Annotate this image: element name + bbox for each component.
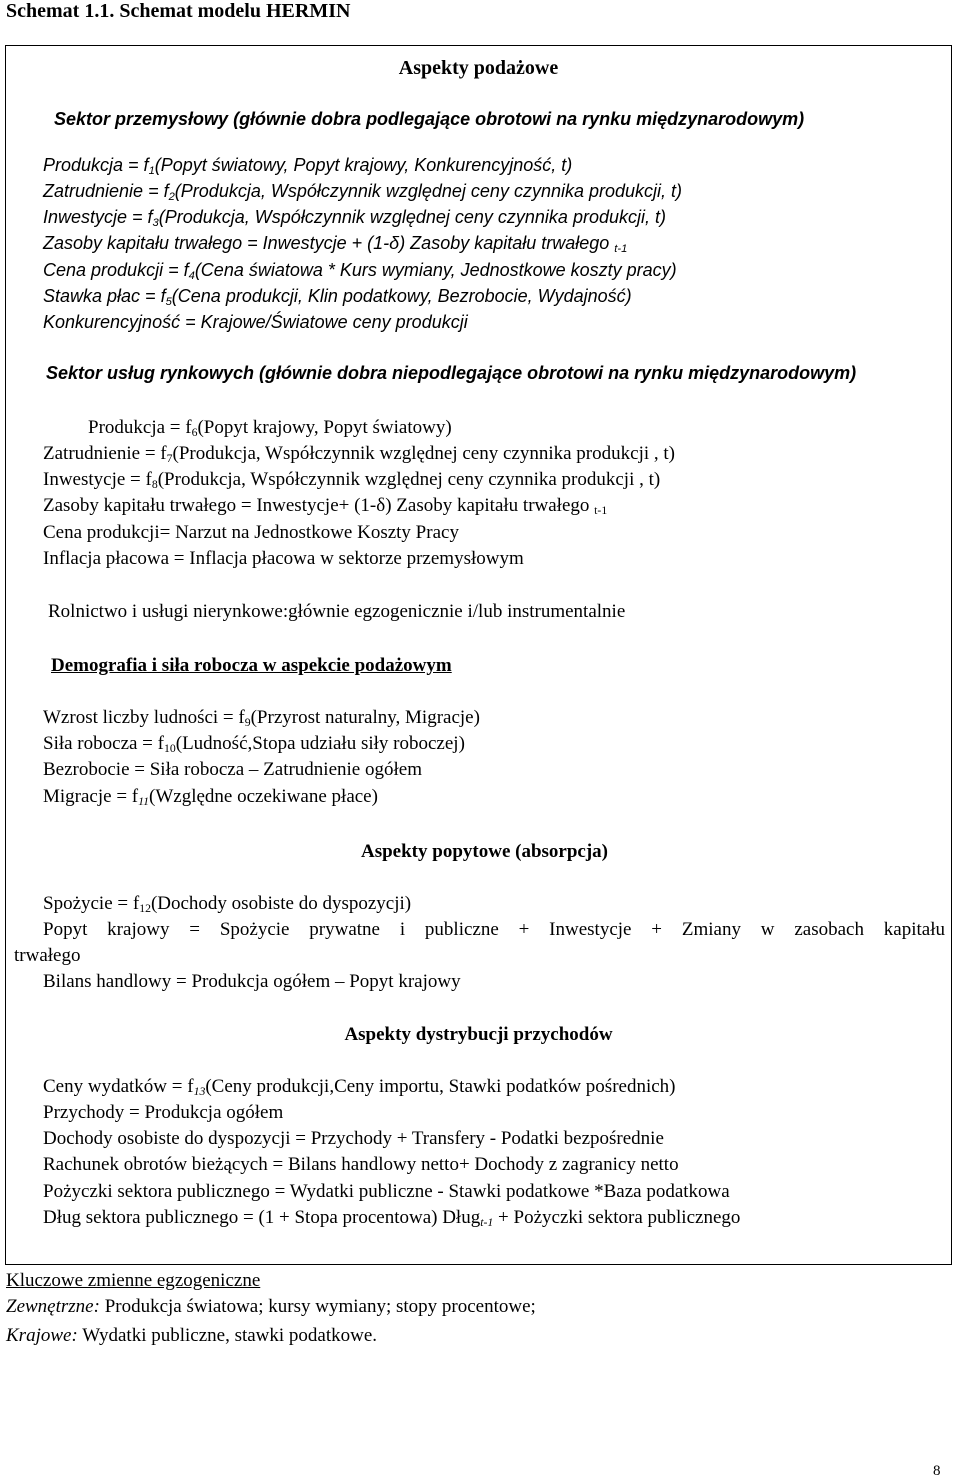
distribution-eq-public-borrowing: Pożyczki sektora publicznego = Wydatki publiczne - Stawki podatkowe *Baza podatkowa [43, 1181, 730, 1202]
document-title: Schemat 1.1. Schemat modelu HERMIN [6, 0, 351, 22]
industry-eq-wage-rate: Stawka płac = $f_5(Cena$ produkcji, Klin podatkowy, Bezrobocie, Wydajność) [43, 286, 632, 308]
distribution-eq-public-debt: Dług sektora publicznego = (1 + Stopa procentowa) Dług$_{t-1}$ + Pożyczki sektora publicznego [43, 1207, 741, 1229]
distribution-eq-disposable-income: Dochody osobiste do dyspozycji = Przychody + Transfery - Podatki bezpośrednie [43, 1128, 664, 1149]
services-eq-capital-stock: Zasoby kapitału trwałego = Inwestycje+ (1-δ) Zasoby kapitału trwałego $_{t-1}$ [43, 495, 608, 517]
demand-eq-domestic-demand: Popyt krajowy = Spożycie prywatne i publiczne + Inwestycje + Zmiany w zasobach kapitału [43, 919, 945, 940]
demand-eq-consumption: Spożycie = $f_{12}(Dochody$ osobiste do dyspozycji) [43, 893, 412, 915]
exogenous-external-text: Produkcja światowa; kursy wymiany; stopy procentowe; [99, 1296, 536, 1317]
demography-eq-migration: Migracje = $f_{11}(Względne$ oczekiwane płace) [43, 786, 378, 808]
industry-eq-production: Produkcja = $f_1(Popyt$ światowy, Popyt krajowy, Konkurencyjność, t) [43, 155, 573, 177]
industry-eq-employment: Zatrudnienie = $f_2(Produkcja$, Współczynnik względnej ceny czynnika produkcji, t) [43, 181, 683, 203]
exogenous-domestic-text: Wydatki publiczne, stawki podatkowe. [77, 1325, 378, 1346]
demography-eq-unemployment: Bezrobocie = Siła robocza – Zatrudnienie ogółem [43, 759, 422, 780]
hermin-model-box [5, 45, 952, 1265]
exogenous-external [6, 1297, 536, 1316]
distribution-eq-current-account: Rachunek obrotów bieżących = Bilans handlowy netto+ Dochody z zagranicy netto [43, 1154, 679, 1175]
page-number: 8 [933, 1463, 941, 1479]
exogenous-domestic-label: Krajowe: [6, 1325, 78, 1346]
exogenous-heading: Kluczowe zmienne egzogeniczne [6, 1270, 261, 1291]
demography-heading: Demografia i siła robocza w aspekcie podażowym [51, 655, 452, 676]
demography-eq-labour-force: Siła robocza = $f_{10}(Ludność,Stopa$ udziału siły roboczej) [43, 733, 465, 755]
industry-eq-capital-stock: Zasoby kapitału trwałego = Inwestycje + (1-δ) Zasoby kapitału trwałego $_{t-1}$ [43, 233, 628, 255]
agriculture-line: Rolnictwo i usługi nierynkowe:głównie egzogenicznie i/lub instrumentalnie [48, 601, 626, 622]
industry-eq-investment: Inwestycje = $f_3(Produkcja$, Współczynnik względnej ceny czynnika produkcji, t) [43, 207, 666, 229]
supply-heading: Aspekty podażowe [398, 57, 559, 79]
demand-eq-domestic-demand-cont: trwałego [14, 945, 81, 966]
services-eq-price: Cena produkcji= Narzut na Jednostkowe Koszty Pracy [43, 522, 459, 543]
distribution-eq-expenditure-prices: Ceny wydatków = $f_{13}(Ceny$ produkcji,Ceny importu, Stawki podatków pośrednich) [43, 1076, 676, 1098]
industry-eq-competitiveness: Konkurencyjność = Krajowe/Światowe ceny produkcji [43, 312, 468, 332]
services-eq-wage-inflation: Inflacja płacowa = Inflacja płacowa w sektorze przemysłowym [43, 548, 524, 569]
distribution-eq-income: Przychody = Produkcja ogółem [43, 1102, 284, 1123]
demand-eq-trade-balance: Bilans handlowy = Produkcja ogółem – Popyt krajowy [43, 971, 461, 992]
exogenous-domestic [6, 1326, 377, 1345]
services-heading: Sektor usług rynkowych (głównie dobra niepodlegające obrotowi na rynku międzynarodowym) [46, 363, 857, 383]
services-eq-production: Produkcja = $f_6(Popyt$ krajowy, Popyt światowy) [88, 417, 452, 439]
industry-eq-price: Cena produkcji = $f_4(Cena$ światowa * Kurs wymiany, Jednostkowe koszty pracy) [43, 260, 677, 282]
exogenous-external-label: Zewnętrzne: [6, 1296, 100, 1317]
demand-heading: Aspekty popytowe (absorpcja) [361, 841, 608, 862]
services-eq-investment: Inwestycje = $f_8(Produkcja$, Współczynnik względnej ceny czynnika produkcji , t) [43, 469, 661, 491]
distribution-heading: Aspekty dystrybucji przychodów [344, 1024, 613, 1045]
demography-eq-population: Wzrost liczby ludności = $f_9(Przyrost$ naturalny, Migracje) [43, 707, 480, 729]
industry-heading: Sektor przemysłowy (głównie dobra podlegające obrotowi na rynku międzynarodowym) [54, 109, 805, 129]
services-eq-employment: Zatrudnienie = $f_7(Produkcja$, Współczynnik względnej ceny czynnika produkcji , t) [43, 443, 675, 465]
